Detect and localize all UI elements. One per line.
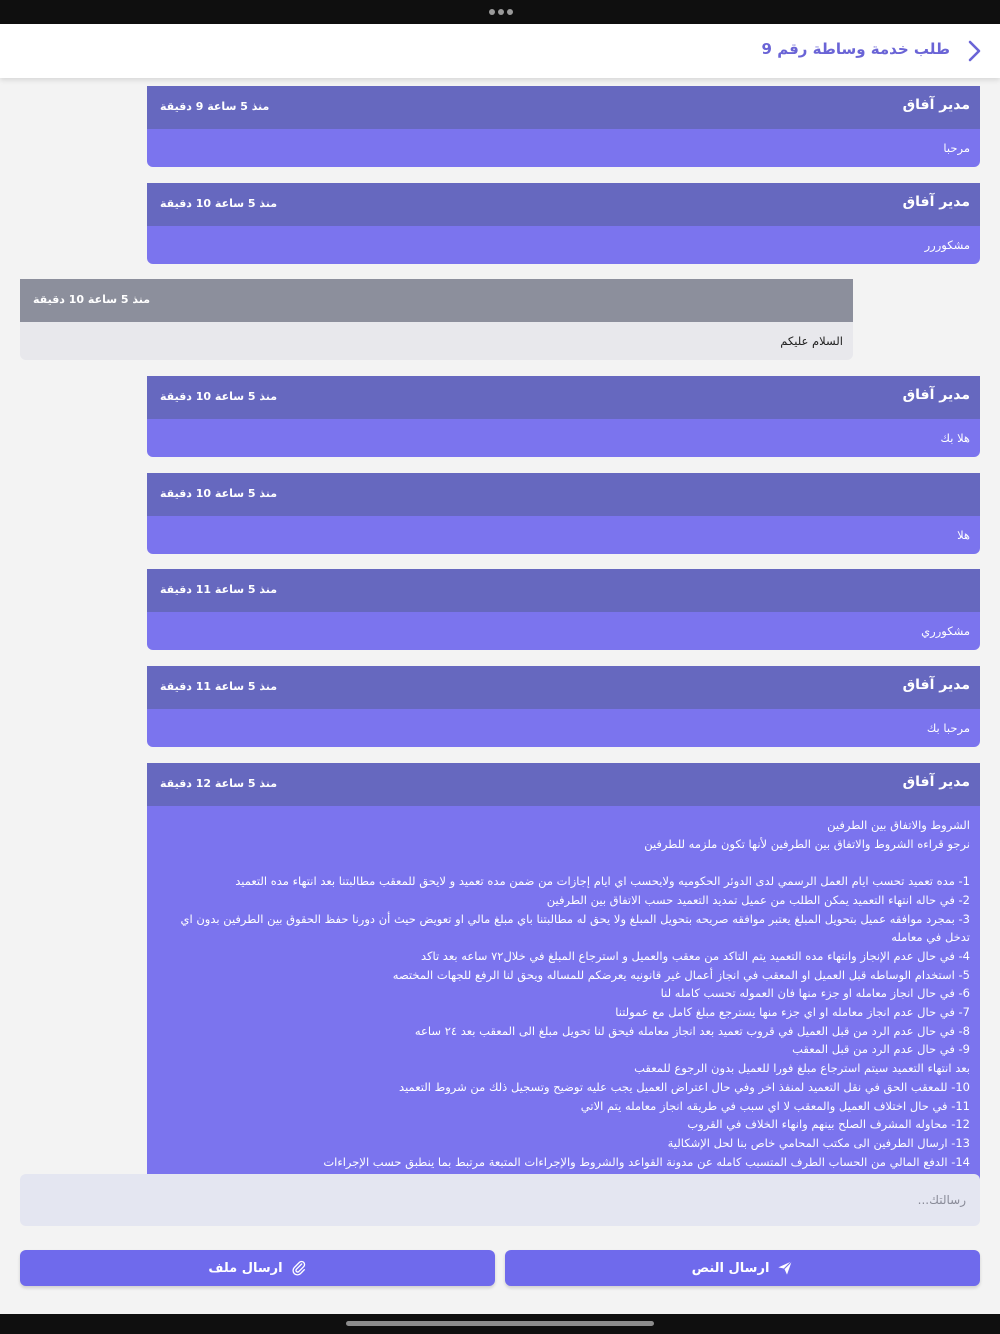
- page-title: طلب خدمة وساطة رقم 9: [761, 40, 950, 58]
- terms-line: 1- مده تعميد تحسب ايام العمل الرسمي لدى الدوئر الحكوميه ولايحسب اي ايام إجازات من ضمن مده تعميد و لايحق للمعقب مطالبتنا بعد انتهاء مده التعميد: [235, 874, 970, 889]
- home-bar: [0, 1314, 1000, 1334]
- message-sender: مدير آفاق: [902, 97, 970, 113]
- terms-line: 3- بمجرد موافقه عميل بتحويل المبلغ يعتبر موافقه صريحه بتحويل المبلغ ولا يحق له مطالبتنا باي مبلغ مالي او تعويض حيث أن دورنا حفظ الحقوق بين الطرفين بدون اي تدخل في معامله: [180, 911, 970, 945]
- message-card: [147, 86, 980, 167]
- message-card-own: [20, 279, 853, 360]
- send-text-button[interactable]: [505, 1250, 980, 1286]
- message-input[interactable]: [20, 1174, 980, 1226]
- terms-line: بعد انتهاء التعميد سيتم استرجاع مبلغ فورا للعميل بدون الرجوع للمعقب: [634, 1061, 970, 1076]
- message-time: منذ 5 ساعة 9 دقيقة: [160, 100, 270, 113]
- back-chevron-icon[interactable]: [962, 39, 986, 63]
- message-text: هلا: [957, 528, 970, 542]
- message-text: مرحبا: [943, 141, 970, 155]
- message-header: [147, 473, 980, 516]
- message-time: منذ 5 ساعة 10 دقيقة: [160, 197, 278, 210]
- message-header: [147, 666, 980, 709]
- message-time: منذ 5 ساعة 10 دقيقة: [33, 293, 151, 306]
- terms-line: 10- للمعقب الحق في نقل التعميد لمنفذ اخر وفي حال اعتراض العميل يجب عليه توضيح وتسجيل ذلك من شروط التعميد: [399, 1079, 970, 1094]
- message-sender: مدير آفاق: [902, 774, 970, 790]
- message-header: [147, 183, 980, 226]
- message-sender: مدير آفاق: [902, 194, 970, 210]
- message-card: [147, 569, 980, 650]
- terms-line: نرجو قراءه الشروط والاتفاق بين الطرفين لأنها تكون ملزمه للطرفين: [644, 836, 970, 851]
- terms-line: 2- في حاله انتهاء التعميد يمكن الطلب من عميل تمديد التعميد حسب الاتفاق بين الطرفين: [546, 892, 970, 907]
- message-time: منذ 5 ساعة 11 دقيقة: [160, 680, 278, 693]
- message-header: [147, 86, 980, 129]
- multitask-dots[interactable]: [489, 9, 513, 15]
- terms-line: 11- في حال اختلاف العميل والمعقب لا اي سبب في طريقه انجاز معامله يتم الاتي: [580, 1098, 970, 1113]
- message-header: [147, 569, 980, 612]
- message-time: منذ 5 ساعة 10 دقيقة: [160, 390, 278, 403]
- terms-line: 7- في حال عدم انجاز معامله او اي جزء منها يسترجع مبلغ كامل مع عمولتنا: [615, 1005, 970, 1020]
- message-text: مشكوررر: [924, 238, 970, 252]
- message-header: [147, 763, 980, 806]
- message-text: مشكورري: [921, 624, 970, 638]
- message-card: [147, 376, 980, 457]
- terms-line: 12- محاوله المشرف الصلح بينهم وانهاء الخلاف في القروب: [687, 1117, 970, 1132]
- terms-line: 6- في حال انجاز معامله او جزء منها فان العموله تحسب كامله لنا: [660, 986, 970, 1001]
- message-card: [147, 473, 980, 554]
- message-text: هلا بك: [940, 431, 970, 445]
- message-time: منذ 5 ساعة 11 دقيقة: [160, 583, 278, 596]
- message-header: [147, 376, 980, 419]
- message-sender: مدير آفاق: [902, 677, 970, 693]
- status-bar: [0, 0, 1000, 24]
- message-time: منذ 5 ساعة 10 دقيقة: [160, 487, 278, 500]
- terms-line: الشروط والاتفاق بين الطرفين: [827, 818, 970, 832]
- send-file-button[interactable]: [20, 1250, 495, 1286]
- send-icon: [777, 1260, 793, 1276]
- terms-line: 13- ارسال الطرفين الى مكتب المحامي خاص بنا لحل الإشكالية: [667, 1135, 970, 1150]
- app-header: [0, 24, 1000, 78]
- message-card: [147, 183, 980, 264]
- terms-line: [157, 853, 970, 872]
- message-card-terms: [147, 763, 980, 1200]
- send-text-label: ارسال النص: [691, 1260, 770, 1276]
- terms-line: 4- في حال عدم الإنجاز وانتهاء مده التعميد يتم التاكد من معقب والعميل و استرجاع المبلغ في خلال٧٢ ساعه بعد تاكد: [420, 948, 970, 963]
- home-indicator[interactable]: [346, 1321, 654, 1326]
- terms-line: 8- في حال عدم الرد من قبل العميل في قروب تعميد بعد انجاز معامله فيحق لنا تحويل مبلغ الى المعقب بعد ٢٤ ساعه: [414, 1023, 970, 1038]
- terms-line: 14- الدفع المالي من الحساب الطرف المتسبب كامله عن مدونة القواعد والشروط والإجراءات المتبعة مرتبط بما ينطبق حسب الإجراءات: [323, 1154, 970, 1169]
- message-card: [147, 666, 980, 747]
- message-text-long: [147, 806, 980, 1200]
- paperclip-icon: [291, 1260, 307, 1276]
- message-header: [20, 279, 853, 322]
- terms-line: 5- استخدام الوساطه قبل العميل او المعقب في انجاز أعمال غير قانونيه يعرضكم للمساله ويحق لنا الرفع للجهات المختصه: [392, 967, 970, 982]
- chat-messages[interactable]: [0, 78, 1000, 1169]
- terms-line: 9- في حال عدم الرد من قبل المعقب: [792, 1042, 970, 1057]
- message-sender: مدير آفاق: [902, 387, 970, 403]
- message-text: السلام عليكم: [780, 334, 843, 348]
- send-file-label: ارسال ملف: [208, 1260, 283, 1276]
- message-text: مرحبا بك: [926, 721, 970, 735]
- message-time: منذ 5 ساعة 12 دقيقة: [160, 777, 278, 790]
